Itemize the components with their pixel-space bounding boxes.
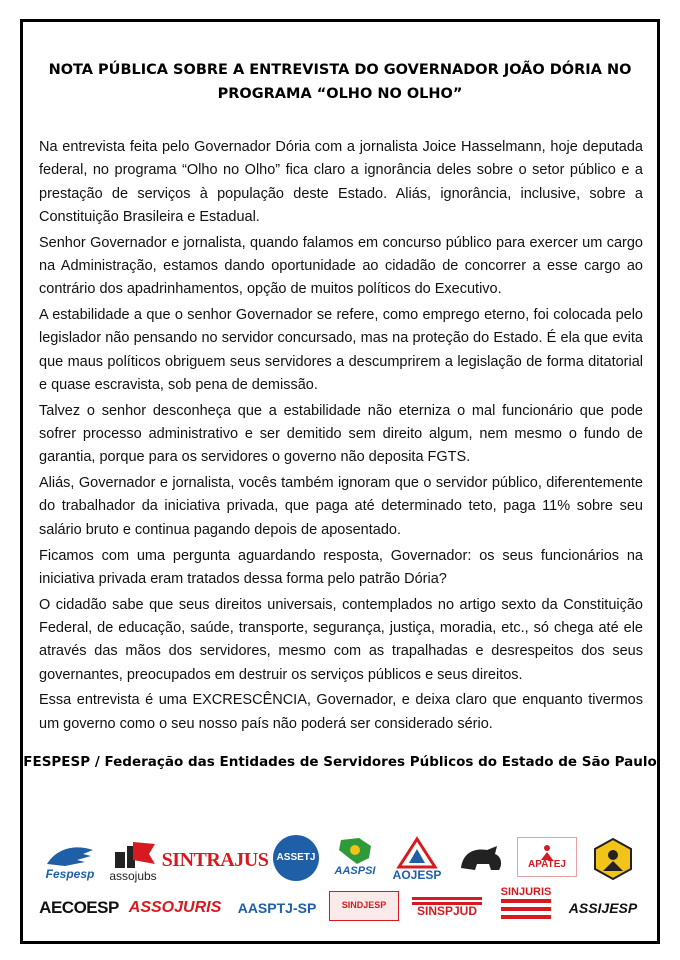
apatej-logo: APATEJ [517,837,577,877]
paragraph: Talvez o senhor desconheça que a estabilidade não eterniza o mal funcionário que pode sofrer processo administrativo e ser demitido sem direito algum, nem mesmo o fundo de garantia, porque para os servidores o governo não deposita FGTS. [39,402,643,466]
title-line-2: PROGRAMA “OLHO NO OLHO” [217,86,463,102]
brazil-map-icon [335,836,375,866]
hexagon-emblem-icon [591,837,635,881]
paragraph: O cidadão sabe que seus direitos universais, contemplados no artigo sexto da Constituição Federal, de educação, saúde, transporte, segurança, justiça, moradia, etc., só chega até ele através das mãos dos servidores, mesmo com as trapalhadas e desrespeitos dos seus governantes, preocupados em destruir os serviços públicos e seus direitos. [39,596,643,683]
sinspjud-logo: SINSPJUD [409,891,485,923]
assetj-logo: ASSETJ [273,835,319,881]
aaspsi-logo: AASPSI [329,831,381,883]
paragraph: Na entrevista feita pelo Governador Dória com a jornalista Joice Hasselmann, hoje deputada federal, no programa “Olho no Olho” fica claro a ignorância deles sobre o setor público e a prestação de serviços à população deste Estado. Aliás, ignorância, inclusive, sobre a Constituição Brasileira e Estadual. [39,139,643,225]
assojubs-logo: assojubs [107,835,159,887]
shield-logo [589,835,637,883]
document-title [23,58,657,106]
logo-strip [23,817,657,927]
document-body [39,136,643,738]
assojuris-logo: ASSOJURIS [128,898,222,916]
sintrajus-logo: SINTRAJUS [161,848,269,871]
eagle-icon [45,844,95,868]
document-frame [20,19,660,944]
figure-icon [537,844,557,860]
paragraph: Essa entrevista é uma EXCRESCÊNCIA, Governador, e deixa claro que enquanto tivermos um governo como o seu nosso país não poderá ser considerado sério. [39,692,643,732]
signature: FESPESP / Federação das Entidades de Servidores Públicos do Estado de São Paulo [23,754,657,770]
paragraph: Aliás, Governador e jornalista, vocês também ignoram que o servidor público, diferentemente do trabalhador da iniciativa privada, que paga até determinado teto, paga 11% sobre seu salário bruto e continua pagando depois de aposentado. [39,475,643,538]
triangle-emblem-icon [397,837,437,869]
title-line-1: NOTA PÚBLICA SOBRE A ENTREVISTA DO GOVERNADOR JOÃO DÓRIA NO [48,62,632,78]
rhino-icon [457,842,505,876]
paragraph: Ficamos com uma pergunta aguardando resposta, Governador: os seus funcionários na iniciativa privada eram tratados dessa forma pelo patrão Dória? [39,547,643,587]
paragraph: A estabilidade a que o senhor Governador se refere, como emprego eterno, foi colocada pelo legislador não pensando no servidor concursado, mas na proteção do Estado. É ela que evita que maus políticos obriguem seus servidores a descumprirem a legislação de forma ditatorial e quase escravista, sob pena de demissão. [39,307,643,393]
aojesp-logo: AOJESP [387,831,447,887]
flag-icon [109,840,157,870]
flag-stripes-icon [501,899,551,923]
sindjesp-logo: SINDJESP [329,891,399,921]
paragraph: Senhor Governador e jornalista, quando falamos em concurso público para exercer um cargo na Administração, estamos dando oportunidade ao cidadão de concorrer a esse cargo ao contrário dos apadrinhamentos, opção de muitos políticos do Executivo. [39,234,643,298]
aeos-logo [455,837,507,881]
sinjuris-logo: SINJURIS [497,885,555,925]
aasptj-logo: AASPTJ-SP [237,899,317,916]
aecoesp-logo: AECOESP [39,898,119,918]
fespesp-logo: Fespesp [41,839,99,885]
assijesp-logo: ASSIJESP [568,899,638,916]
